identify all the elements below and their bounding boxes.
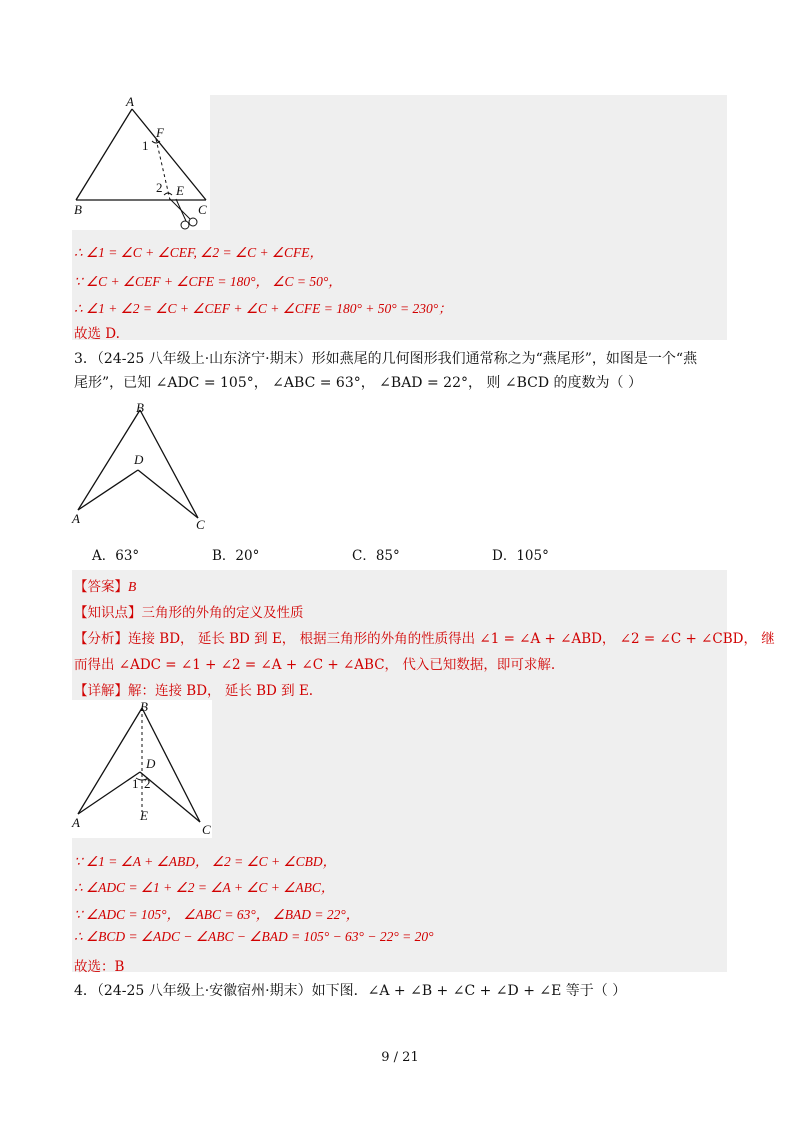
triangle-scissors-figure [72, 95, 212, 230]
sol3-analysis1 [74, 627, 775, 647]
sol3-detail [74, 679, 313, 699]
fig3-label-C: C [202, 822, 211, 837]
answer-tag: 【答案】 [74, 579, 128, 595]
fig1-label-A: A [126, 94, 134, 109]
fig1-label-F: F [156, 125, 164, 140]
detail-tag: 【详解】 [74, 683, 128, 699]
fig1-label-E: E [176, 183, 184, 198]
fig3-label-1: 1 [132, 776, 139, 791]
sol2-line2: ∵ ∠C + ∠CEF + ∠CFE = 180°， ∠C = 50°， [74, 274, 342, 289]
fig3-label-E: E [140, 808, 148, 823]
fig1-label-1: 1 [142, 138, 149, 153]
q3-text-line2: 尾形”，已知 ∠ADC = 105°， ∠ABC = 63°， ∠BAD = 22°， 则 ∠BCD 的度数为（ ） [74, 375, 642, 391]
option-A-value: 63° [115, 548, 140, 564]
fig1-label-B: B [74, 202, 82, 217]
fig1-label-2: 2 [156, 180, 163, 195]
fig2-label-B: B [136, 400, 144, 415]
fig2-label-D: D [134, 452, 144, 467]
sol3-analysis2: 而得出 ∠ADC = ∠1 + ∠2 = ∠A + ∠C + ∠ABC， 代入已知数据，即可求解. [74, 657, 556, 673]
option-B-value: 20° [235, 548, 260, 564]
q3-text-line1: 3．（24-25 八年级上·山东济宁·期末）形如燕尾的几何图形我们通常称之为“燕尾形”，如图是一个“燕 [74, 351, 698, 367]
answer-value: B [128, 579, 137, 594]
knowledge-value: 三角形的外角的定义及性质 [141, 605, 304, 621]
sol3-answer [74, 575, 136, 595]
sol2-line4: 故选 D. [74, 326, 120, 342]
fig1-label-C: C [198, 202, 207, 217]
sol3-step4: ∴ ∠BCD = ∠ADC − ∠ABC − ∠BAD = 105° − 63° − 22° = 20° [74, 929, 434, 944]
analysis-line1: 连接 BD， 延长 BD 到 E， 根据三角形的外角的性质得出 ∠1 = ∠A + ∠ABD， ∠2 = ∠C + ∠CBD， 继 [128, 631, 775, 647]
sol3-step2: ∴ ∠ADC = ∠1 + ∠2 = ∠A + ∠C + ∠ABC， [74, 880, 335, 895]
fig2-label-C: C [196, 517, 205, 532]
analysis-tag: 【分析】 [74, 631, 128, 647]
fig3-label-A: A [72, 815, 80, 830]
knowledge-tag: 【知识点】 [74, 605, 142, 621]
option-B-letter: B． [212, 548, 236, 564]
option-C[interactable] [352, 544, 400, 564]
option-A-letter: A． [92, 548, 116, 564]
fig2-label-A: A [72, 511, 80, 526]
q4-text: 4．（24-25 八年级上·安徽宿州·期末）如下图．∠A + ∠B + ∠C + ∠D + ∠E 等于（ ） [74, 983, 627, 999]
option-D-letter: D． [492, 548, 517, 564]
sol3-step1: ∵ ∠1 = ∠A + ∠ABD， ∠2 = ∠C + ∠CBD， [74, 854, 337, 869]
option-C-value: 85° [375, 548, 400, 564]
page-number: 9 / 21 [381, 1050, 419, 1065]
option-D[interactable] [492, 544, 549, 564]
option-A[interactable] [92, 544, 139, 564]
sol2-line3: ∴ ∠1 + ∠2 = ∠C + ∠CEF + ∠C + ∠CFE = 180° + 50° = 230°； [74, 301, 452, 316]
fig3-label-2: 2 [144, 776, 151, 791]
sol3-step3: ∵ ∠ADC = 105°， ∠ABC = 63°， ∠BAD = 22°， [74, 907, 360, 922]
sol3-final: 故选：B [74, 959, 125, 975]
sol3-knowledge [74, 601, 304, 621]
option-D-value: 105° [516, 548, 549, 564]
fig3-label-D: D [146, 756, 156, 771]
detail-text: 解：连接 BD， 延长 BD 到 E. [128, 683, 314, 699]
option-C-letter: C． [352, 548, 376, 564]
swallowtail-figure [72, 400, 222, 530]
sol2-line1: ∴ ∠1 = ∠C + ∠CEF, ∠2 = ∠C + ∠CFE， [74, 245, 324, 260]
option-B[interactable] [212, 544, 259, 564]
fig3-label-B: B [140, 699, 148, 714]
